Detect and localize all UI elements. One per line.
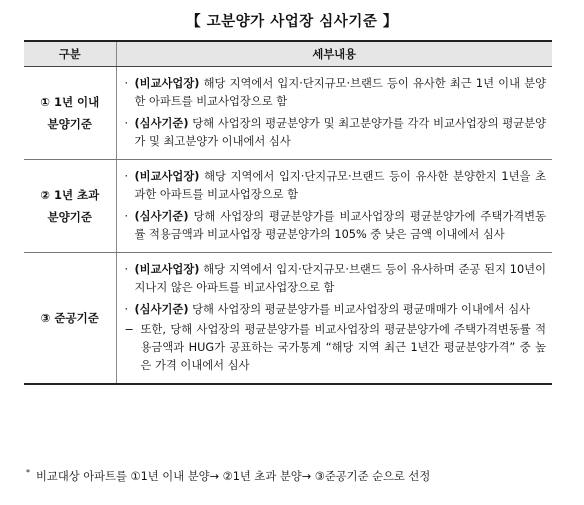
sub-item-text: 또한, 당해 사업장의 평균분양가를 비교사업장의 평균분양가에 주택가격변동률 적용금액과 HUG가 공표하는 국가통계 “해당 지역 최근 1년간 평균분양가격” 중 높은 가격 이내에서 심사 [140, 323, 546, 372]
sub-item [125, 321, 547, 375]
footnote-text: 비교대상 아파트를 ①1년 이내 분양→ ②1년 초과 분양→ ③준공기준 순으로 선정 [36, 470, 431, 483]
bullet-mark: · [124, 303, 129, 316]
list-item [125, 168, 547, 204]
list-item [125, 208, 547, 244]
bullet-mark: · [124, 170, 129, 183]
item-text: 당해 사업장의 평균분양가 및 최고분양가를 각각 비교사업장의 평균분양가 및 최고분양가 이내에서 심사 [134, 117, 546, 148]
item-text: 당해 사업장의 평균분양가를 비교사업장의 평균매매가 이내에서 심사 [192, 303, 531, 316]
bullet-mark: · [124, 263, 129, 276]
bullet-mark: · [124, 77, 129, 90]
list-item [125, 301, 547, 319]
bullet-mark: · [124, 117, 129, 130]
asterisk-mark: * [26, 468, 30, 477]
item-text: 해당 지역에서 입지·단지규모·브랜드 등이 유사한 분양한지 1년을 초과한 아파트를 비교사업장으로 함 [134, 170, 546, 201]
item-text: 해당 지역에서 입지·단지규모·브랜드 등이 유사한 최근 1년 이내 분양한 아파트를 비교사업장으로 함 [134, 77, 547, 108]
detail-cell [116, 67, 552, 160]
detail-cell [116, 253, 552, 385]
list-item [125, 75, 547, 111]
category-line: ③ 준공기준 [40, 311, 99, 325]
header-details: 세부내용 [116, 41, 552, 67]
category-line: 분양기준 [47, 117, 92, 131]
item-label: (비교사업장) [134, 263, 200, 276]
list-item [125, 115, 547, 151]
footnote [26, 468, 430, 484]
item-text: 당해 사업장의 평균분양가를 비교사업장의 평균분양가에 주택가격변동률 적용금액과 비교사업장 평균분양가의 105% 중 낮은 금액 이내에서 심사 [134, 210, 547, 241]
header-category: 구분 [24, 41, 116, 67]
category-cell [24, 67, 116, 160]
item-text: 해당 지역에서 입지·단지규모·브랜드 등이 유사하며 준공 된지 10년이 지나지 않은 아파트를 비교사업장으로 함 [134, 263, 547, 294]
category-line: ① 1년 이내 [40, 95, 100, 109]
dash-mark: − [124, 323, 134, 336]
category-line: ② 1년 초과 [40, 188, 100, 202]
page-title: 【 고분양가 사업장 심사기준 】 [186, 14, 398, 30]
criteria-table [24, 40, 552, 385]
detail-cell [116, 160, 552, 253]
item-label: (심사기준) [134, 210, 189, 223]
list-item [125, 261, 547, 297]
item-label: (심사기준) [134, 303, 189, 316]
table-header-row [24, 41, 552, 67]
category-cell [24, 253, 116, 385]
table-row [24, 67, 552, 160]
category-line: 분양기준 [47, 210, 92, 224]
table-row [24, 160, 552, 253]
item-label: (심사기준) [134, 117, 189, 130]
item-label: (비교사업장) [134, 170, 200, 183]
table-row [24, 253, 552, 385]
item-label: (비교사업장) [134, 77, 200, 90]
category-cell [24, 160, 116, 253]
bullet-mark: · [124, 210, 129, 223]
